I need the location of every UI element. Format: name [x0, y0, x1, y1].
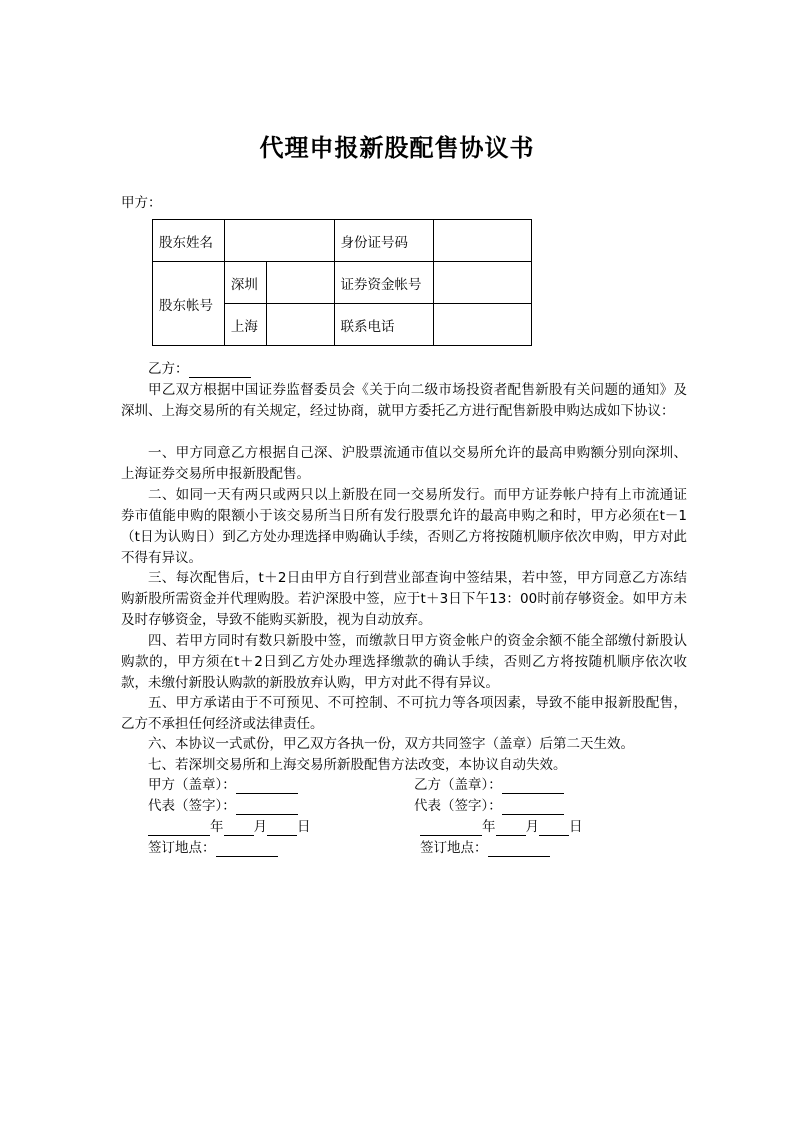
paragraph-5: 五、甲方承诺由于不可预见、不可控制、不可抗力等各项因素，导致不能申报新股配售，乙方不承担任何经济或法律责任。 — [121, 695, 687, 732]
place-a-line — [148, 839, 278, 857]
party-b-seal-label: 乙方（盖章）： — [414, 777, 502, 793]
day-b-blank — [539, 821, 569, 836]
rep-b-label: 代表（签字）： — [414, 798, 502, 814]
securities-account-value — [434, 262, 532, 304]
shenzhen-label: 深圳 — [224, 262, 266, 304]
month-b-label: 月 — [525, 819, 539, 835]
rep-b-blank — [502, 800, 564, 815]
party-a-seal-blank — [236, 779, 298, 794]
id-number-label: 身份证号码 — [334, 220, 434, 262]
holder-name-value — [224, 220, 334, 262]
year-b-blank — [420, 821, 482, 836]
account-label: 股东帐号 — [153, 262, 225, 346]
place-a-blank — [216, 842, 278, 857]
id-number-value — [434, 220, 532, 262]
paragraph-preamble: 甲乙双方根据中国证券监督委员会《关于向二级市场投资者配售新股有关问题的通知》及深圳、上海交易所的有关规定，经过协商，就甲方委托乙方进行配售新股申购达成如下协议： — [121, 382, 687, 419]
month-a-label: 月 — [253, 819, 267, 835]
party-a-info-table — [152, 219, 532, 346]
place-b-blank — [488, 842, 550, 857]
month-a-blank — [224, 821, 254, 836]
party-b-label: 乙方： — [148, 361, 189, 377]
party-a-seal-line — [148, 776, 298, 794]
day-a-blank — [267, 821, 297, 836]
day-b-label: 日 — [569, 819, 583, 835]
party-a-label: 甲方： — [121, 195, 162, 211]
paragraph-7: 七、若深圳交易所和上海交易所新股配售方法改变，本协议自动失效。 — [148, 757, 567, 773]
place-a-label: 签订地点： — [148, 840, 216, 856]
holder-name-label: 股东姓名 — [153, 220, 225, 262]
party-b-seal-line — [414, 776, 564, 794]
year-a-blank — [148, 821, 210, 836]
shenzhen-account-value — [266, 262, 334, 304]
securities-account-label: 证券资金帐号 — [334, 262, 434, 304]
document-title: 代理申报新股配售协议书 — [259, 134, 535, 162]
month-b-blank — [496, 821, 526, 836]
place-b-line — [420, 839, 550, 857]
shanghai-label: 上海 — [224, 304, 266, 346]
paragraph-4: 四、若甲方同时有数只新股中签，而缴款日甲方资金帐户的资金余额不能全部缴付新股认购款的，甲方须在t＋2日到乙方处办理选择缴款的确认手续，否则乙方将按随机顺序依次收款，未缴付新股认购款的新股放弃认购，甲方对此不得有异议。 — [121, 633, 687, 691]
paragraph-3: 三、每次配售后，t＋2日由甲方自行到营业部查询中签结果，若中签，甲方同意乙方冻结购新股所需资金并代理购股。若沪深股中签，应于t＋3日下午13：00时前存够资金。如甲方未及时存够资金，导致不能购买新股，视为自动放弃。 — [121, 570, 687, 628]
paragraph-2: 二、如同一天有两只或两只以上新股在同一交易所发行。而甲方证券帐户持有上市流通证券市值能申购的限额小于该交易所当日所有发行股票允许的最高申购之和时，甲方必须在t－1（t日为认购日）到乙方处办理选择申购确认手续，否则乙方将按随机顺序依次申购，甲方对此不得有异议。 — [121, 487, 687, 566]
rep-a-line — [148, 797, 298, 815]
year-b-label: 年 — [482, 819, 496, 835]
date-b-line — [420, 818, 583, 836]
rep-a-label: 代表（签字）： — [148, 798, 236, 814]
paragraph-6: 六、本协议一式贰份，甲乙双方各执一份，双方共同签字（盖章）后第二天生效。 — [148, 736, 634, 752]
paragraph-1: 一、甲方同意乙方根据自己深、沪股票流通市值以交易所允许的最高申购额分别向深圳、上海证券交易所申报新股配售。 — [121, 445, 687, 482]
phone-label: 联系电话 — [334, 304, 434, 346]
rep-b-line — [414, 797, 564, 815]
place-b-label: 签订地点： — [420, 840, 488, 856]
rep-a-blank — [236, 800, 298, 815]
party-b-blank — [189, 363, 251, 378]
phone-value — [434, 304, 532, 346]
date-a-line — [148, 818, 311, 836]
party-b-line — [148, 360, 251, 378]
year-a-label: 年 — [210, 819, 224, 835]
day-a-label: 日 — [297, 819, 311, 835]
party-a-seal-label: 甲方（盖章）： — [148, 777, 236, 793]
party-b-seal-blank — [502, 779, 564, 794]
shanghai-account-value — [266, 304, 334, 346]
